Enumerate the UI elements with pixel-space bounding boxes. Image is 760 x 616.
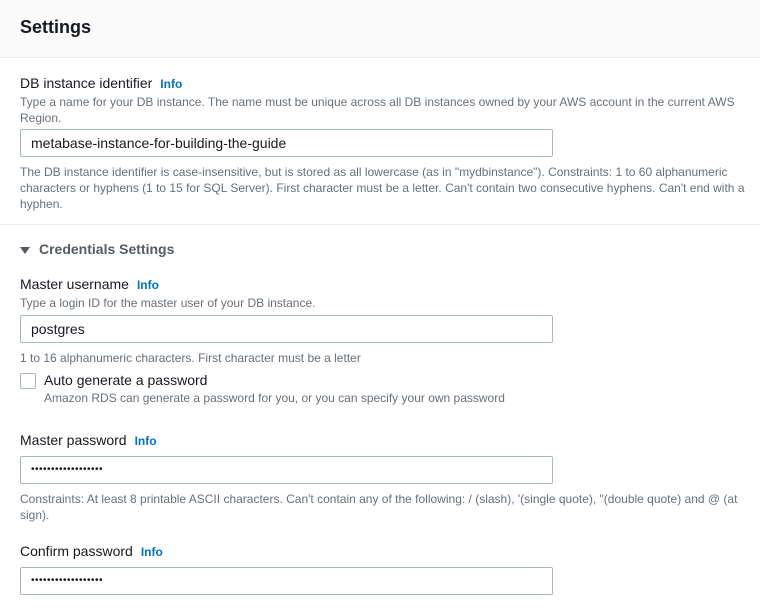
auto-generate-password-label[interactable]: Auto generate a password bbox=[44, 372, 208, 388]
master-username-input[interactable]: postgres bbox=[20, 315, 553, 343]
db-identifier-label-text: DB instance identifier bbox=[20, 75, 153, 91]
divider bbox=[0, 224, 760, 225]
master-username-info-link[interactable]: Info bbox=[136, 278, 159, 292]
confirm-password-info-link[interactable]: Info bbox=[140, 545, 163, 559]
master-password-label bbox=[20, 432, 157, 448]
master-username-hint: 1 to 16 alphanumeric characters. First character must be a letter bbox=[20, 351, 361, 365]
db-identifier-input[interactable]: metabase-instance-for-building-the-guide bbox=[20, 129, 553, 157]
confirm-password-input[interactable]: •••••••••••••••••• bbox=[20, 567, 553, 595]
db-identifier-constraints: The DB instance identifier is case-insensitive, but is stored as all lowercase (as in "mydbinstance"). Constraints: 1 to 60 alphanumeric characters or hyphens (1 to 15 for SQL Server). First character must be a letter. Can't contain two consecutive hyphens. Can't end with a hyphen. bbox=[20, 165, 745, 211]
master-password-info-link[interactable]: Info bbox=[134, 434, 157, 448]
caret-down-icon bbox=[20, 247, 30, 254]
credentials-settings-toggle[interactable] bbox=[20, 241, 174, 257]
auto-generate-password-checkbox[interactable] bbox=[20, 373, 36, 389]
page-title: Settings bbox=[20, 17, 92, 37]
master-username-description: Type a login ID for the master user of your DB instance. bbox=[20, 296, 316, 310]
confirm-password-label-text: Confirm password bbox=[20, 543, 133, 559]
master-password-constraints: Constraints: At least 8 printable ASCII characters. Can't contain any of the following: / (slash), '(single quote), "(double quote) and @ (at sign). bbox=[20, 492, 738, 522]
credentials-settings-title: Credentials Settings bbox=[39, 241, 175, 257]
master-password-input[interactable]: •••••••••••••••••• bbox=[20, 456, 553, 484]
auto-generate-password-description: Amazon RDS can generate a password for you, or you can specify your own password bbox=[44, 391, 505, 405]
db-identifier-label bbox=[20, 75, 182, 91]
db-identifier-description: Type a name for your DB instance. The name must be unique across all DB instances owned by your AWS account in the current AWS Region. bbox=[20, 95, 735, 125]
confirm-password-label bbox=[20, 543, 163, 559]
settings-header bbox=[0, 0, 760, 58]
master-password-label-text: Master password bbox=[20, 432, 127, 448]
master-username-label bbox=[20, 276, 159, 292]
master-username-label-text: Master username bbox=[20, 276, 129, 292]
db-identifier-info-link[interactable]: Info bbox=[160, 77, 183, 91]
